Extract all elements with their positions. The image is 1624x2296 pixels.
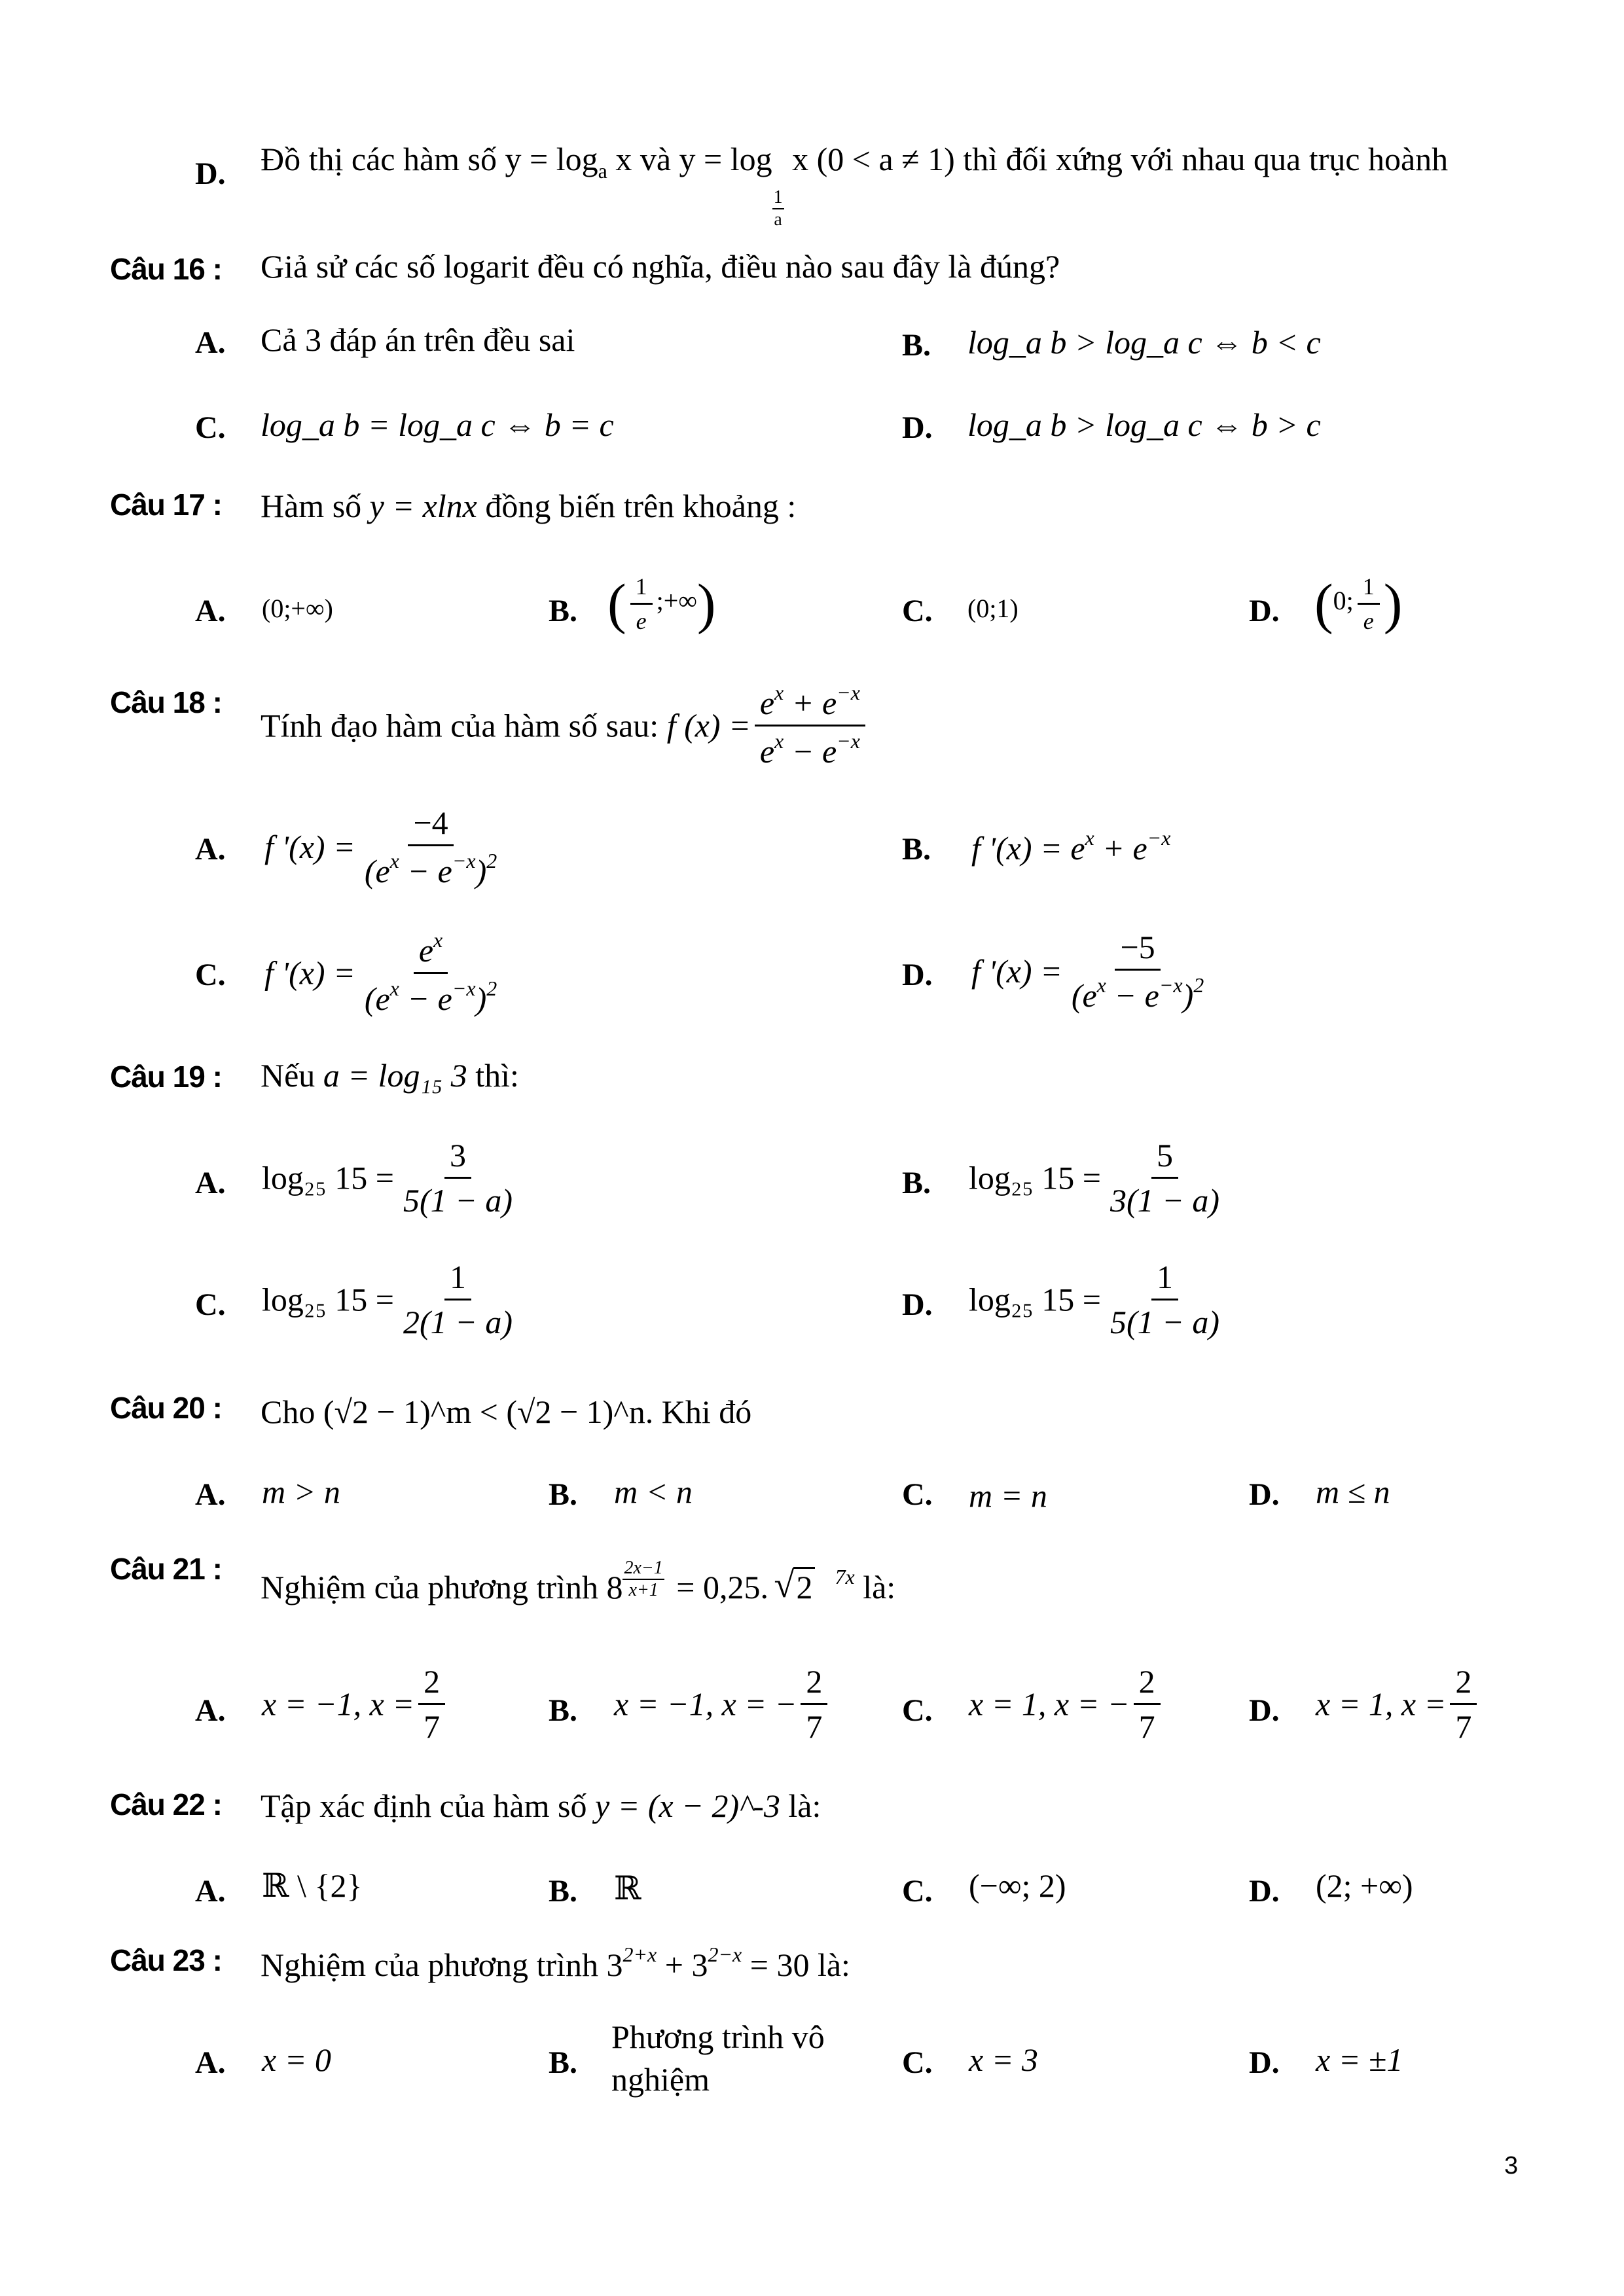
q16-d-text: log_a b > log_a c ⇔ b > c (967, 406, 1321, 443)
q17-text: Hàm số y = xlnx đồng biến trên khoảng : (261, 488, 797, 524)
q19-a-label: A. (195, 1166, 226, 1200)
q16-b-label: B. (902, 328, 931, 363)
q16-a-label: A. (195, 325, 226, 360)
q18-label: Câu 18 : (110, 685, 222, 719)
q17-b-label: B. (549, 594, 578, 628)
q22-text: Tập xác định của hàm số y = (x − 2)^-3 là: (261, 1787, 821, 1824)
q21-c-label: C. (902, 1693, 933, 1728)
q16-label: Câu 16 : (110, 252, 222, 286)
q23-label: Câu 23 : (110, 1943, 222, 1977)
q23-d-label: D. (1249, 2045, 1280, 2080)
q18-c-text: f '(x) = $\frac{e^x}{(e^x - e^{-x})^2}$ (264, 928, 497, 1017)
q18-b-text: f '$(x) = e^x + e^{-x}$ (971, 826, 1171, 867)
q20-label: Câu 20 : (110, 1391, 222, 1425)
q23-b-text: Phương trình vô nghiệm (611, 2018, 825, 2098)
q16-c-text: log_a b = log_a c ⇔ b = c (261, 406, 614, 443)
q19-d-label: D. (902, 1287, 933, 1322)
q21-b-text: x = −1, x = − $\frac{2}{7}$ (614, 1662, 831, 1746)
q18-b-label: B. (902, 832, 931, 867)
q19-c-text: log₂₅ 15 = $\frac{1}{2(1 - a)}$ (262, 1259, 513, 1340)
q22-a-label: A. (195, 1874, 226, 1909)
q15-option-d-text: Đồ thị các hàm số $y = \log_a x$ và y = log $\frac{1}{a}$ x (0 < a ≠ 1) thì đối xứng với nhau qua trục hoành (261, 141, 1449, 230)
q21-d-text: x = 1, x = $\frac{2}{7}$ (1316, 1662, 1481, 1746)
page-number: 3 (1504, 2152, 1519, 2179)
q19-b-label: B. (902, 1166, 931, 1200)
q17-a-label: A. (195, 594, 226, 628)
q18-d-text: f '(x) = $\frac{-5}{(e^x - e^{-x})^2}$ (971, 929, 1204, 1014)
q21-c-text: x = 1, x = − $\frac{2}{7}$ (969, 1662, 1164, 1746)
q22-d-text: (2; +∞) (1316, 1867, 1413, 1904)
q17-a-text: (0;+∞) (262, 594, 333, 623)
q19-text: Nếu a = log₁₅ 3 thì: (261, 1057, 519, 1094)
q17-label: Câu 17 : (110, 488, 222, 522)
q20-a-label: A. (195, 1477, 226, 1512)
q23-c-text: x = 3 (969, 2041, 1038, 2078)
q21-text: Nghiệm của phương trình 8 $\frac{2x-1}{x+1}$ = 0,25. √ 2 $^{7x}$ là: (261, 1558, 895, 1606)
q21-label: Câu 21 : (110, 1552, 222, 1586)
q20-text: Cho (√2 − 1)^m < (√2 − 1)^n. Khi đó (261, 1393, 752, 1430)
q17-c-label: C. (902, 594, 933, 628)
q20-a-text: m > n (262, 1473, 340, 1510)
q22-b-label: B. (549, 1874, 578, 1909)
q18-text: Tính đạo hàm của hàm số sau: f (x) = $\frac{e^x + e^{-x}}{e^x - e^{-x}}$ (261, 681, 869, 770)
q16-b-text: log_a b > log_a c ⇔ b < c (967, 324, 1321, 361)
q21-d-label: D. (1249, 1693, 1280, 1728)
q19-label: Câu 19 : (110, 1060, 222, 1094)
q16-c-label: C. (195, 410, 226, 445)
q21-b-label: B. (549, 1693, 578, 1728)
q23-a-label: A. (195, 2045, 226, 2080)
q20-b-label: B. (549, 1477, 578, 1512)
q21-a-text: x = −1, x = $\frac{2}{7}$ (262, 1662, 449, 1746)
q23-text: Nghiệm của phương trình $3^{2+x} + 3^{2-x} = 30$ là: (261, 1943, 850, 1983)
q17-d-label: D. (1249, 594, 1280, 628)
q16-text: Giả sử các số logarit đều có nghĩa, điều nào sau đây là đúng? (261, 248, 1060, 285)
q22-d-label: D. (1249, 1874, 1280, 1909)
q19-a-text: log₂₅ 15 = $\frac{3}{5(1 - a)}$ (262, 1137, 513, 1219)
q23-d-text: x = ±1 (1316, 2041, 1403, 2078)
q20-d-text: m ≤ n (1316, 1473, 1390, 1510)
q18-a-label: A. (195, 832, 226, 867)
q18-d-label: D. (902, 958, 933, 992)
q23-c-label: C. (902, 2045, 933, 2080)
q15-option-d-label: D. (195, 156, 226, 191)
q18-c-label: C. (195, 958, 226, 992)
q22-b-text: ℝ (614, 1870, 641, 1907)
q20-d-label: D. (1249, 1477, 1280, 1512)
q19-d-text: log₂₅ 15 = $\frac{1}{5(1 - a)}$ (969, 1259, 1219, 1340)
q16-a-text: Cả 3 đáp án trên đều sai (261, 321, 575, 358)
q22-c-label: C. (902, 1874, 933, 1909)
q21-a-label: A. (195, 1693, 226, 1728)
q19-c-label: C. (195, 1287, 226, 1322)
q18-a-text: f '(x) = $\frac{-4}{(e^x - e^{-x})^2}$ (264, 804, 497, 889)
q17-b-text: ( $\frac{1}{e}$ ;+∞) (607, 572, 716, 635)
q19-b-text: log₂₅ 15 = $\frac{5}{3(1 - a)}$ (969, 1137, 1219, 1219)
q20-b-text: m < n (614, 1473, 693, 1510)
q23-b-label: B. (549, 2045, 578, 2080)
q20-c-label: C. (902, 1477, 933, 1512)
q22-label: Câu 22 : (110, 1787, 222, 1821)
q20-c-text: m = n (969, 1477, 1047, 1514)
q17-d-text: (0; $\frac{1}{e}$ ) (1314, 572, 1403, 635)
q22-c-text: (−∞; 2) (969, 1867, 1066, 1904)
q17-c-text: (0;1) (967, 594, 1019, 623)
q22-a-text: ℝ \ {2} (262, 1867, 363, 1904)
q16-d-label: D. (902, 410, 933, 445)
q23-a-text: x = 0 (262, 2041, 331, 2078)
